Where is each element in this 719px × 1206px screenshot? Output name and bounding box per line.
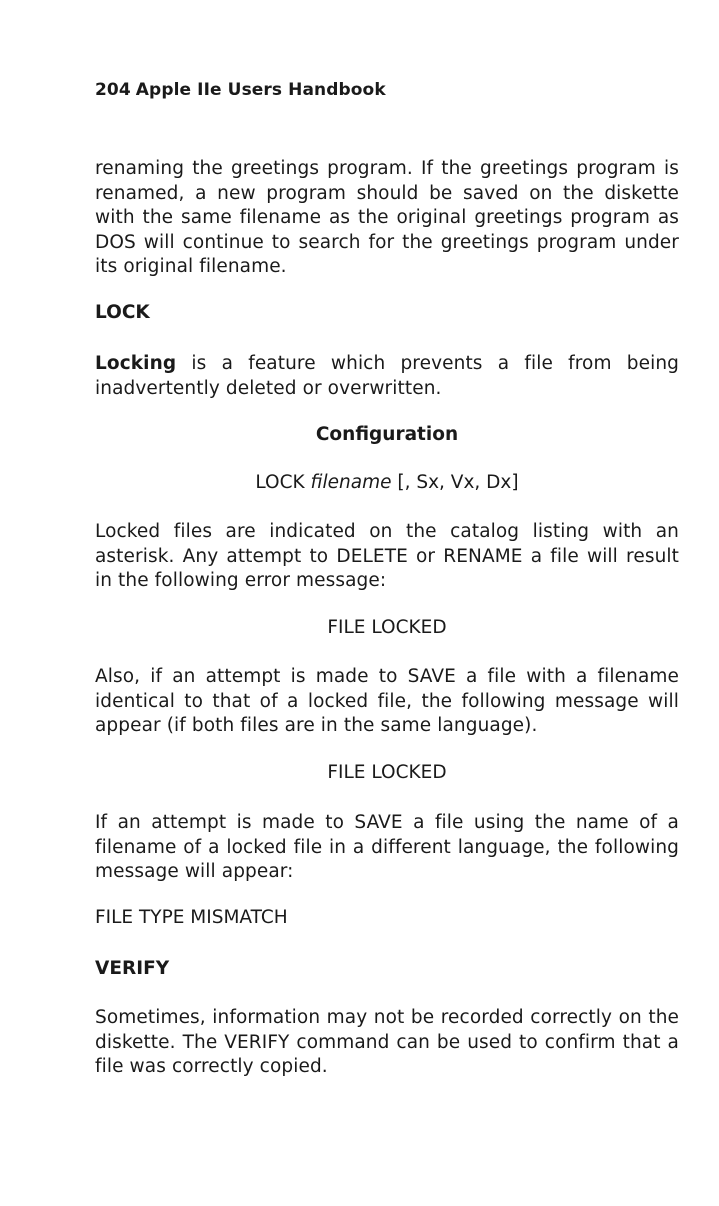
lock-syntax-argument: filename [310,472,392,493]
lock-heading: LOCK [95,302,150,323]
rename-continued-paragraph: renaming the greetings program. If the greetings program is renamed, a new program should be saved on the diskette with the same filename as the original greetings program as DOS will continue to search for the greetings program under its original filename. [95,158,679,278]
lock-syntax [95,472,679,493]
verify-paragraph: Sometimes, information may not be recorded correctly on the diskette. The VERIFY command can be used to confirm that a file was correctly copied. [95,1007,679,1078]
configuration-heading: Configuration [315,424,459,445]
page-number: 204 [95,80,131,100]
error-message-file-locked-2: FILE LOCKED [327,762,447,783]
locked-files-paragraph: Locked files are indicated on the catalog listing with an asterisk. Any attempt to DELETE or RENAME a file will result in the following error message: [95,521,679,592]
book-title: Apple IIe Users Handbook [135,80,386,100]
lock-syntax-options: [, Sx, Vx, Dx] [391,472,519,493]
locking-term: Locking [95,353,177,374]
error-message-file-locked-1: FILE LOCKED [327,617,447,638]
lock-intro-paragraph [95,352,679,401]
save-identical-paragraph: Also, if an attempt is made to SAVE a file with a filename identical to that of a locked file, the following message will appear (if both files are in the same language). [95,666,679,737]
error-message-file-type-mismatch: FILE TYPE MISMATCH [95,907,288,928]
lock-intro-text: is a feature which prevents a file from being inadvertently deleted or overwritten. [95,353,679,399]
running-head [95,80,386,100]
lock-syntax-command: LOCK [255,472,311,493]
save-different-language-paragraph: If an attempt is made to SAVE a file using the name of a filename of a locked file in a different language, the following message will appear: [95,812,679,883]
verify-heading: VERIFY [95,958,170,979]
